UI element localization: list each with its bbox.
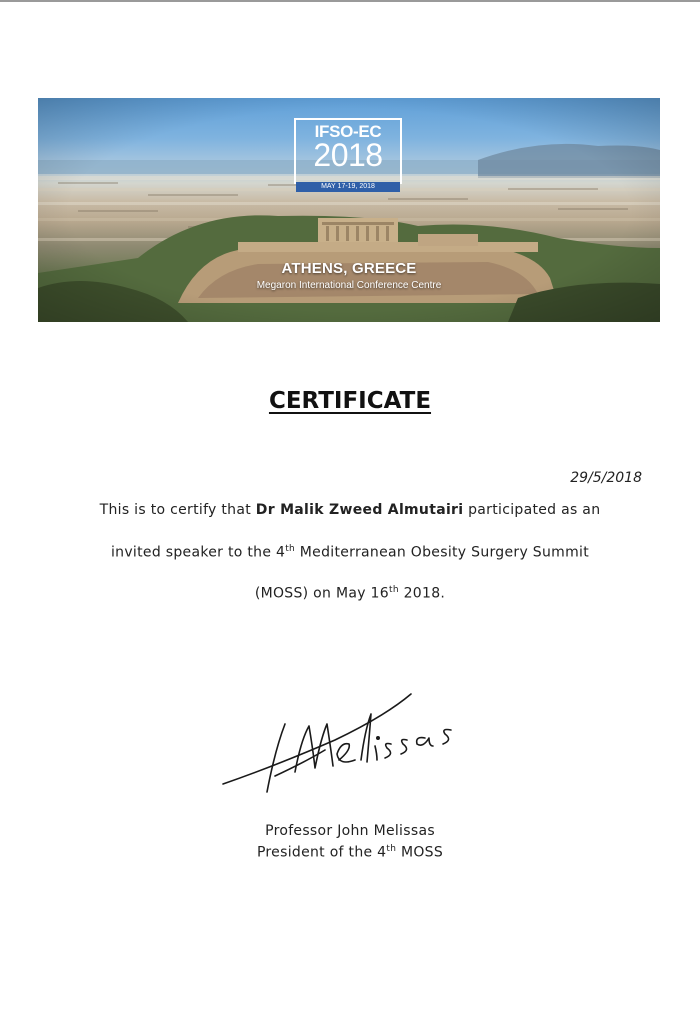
- signer-role: [0, 844, 700, 861]
- top-border-line: [0, 0, 700, 2]
- role-ordinal: th: [386, 844, 397, 854]
- conference-banner: [38, 98, 660, 322]
- handwritten-signature: [215, 680, 475, 800]
- certificate-date: 29/5/2018: [570, 470, 642, 486]
- certify-suffix: participated as an: [463, 502, 601, 518]
- signer-name: Professor John Melissas: [265, 823, 435, 839]
- line2-ordinal: th: [285, 544, 296, 554]
- logo-year-text: 2018: [313, 137, 383, 173]
- line2-prefix: invited speaker to the 4: [110, 544, 286, 561]
- line3-ordinal: th: [388, 585, 399, 595]
- certify-line-2: [0, 544, 700, 561]
- ifso-ec-logo: [294, 118, 402, 184]
- role-suffix: MOSS: [396, 844, 444, 861]
- line3-suffix: 2018.: [398, 585, 446, 602]
- recipient-name: Dr Malik Zweed Almutairi: [255, 502, 464, 518]
- certify-line-1: [0, 502, 700, 518]
- line3-prefix: (MOSS) on May 16: [254, 585, 389, 602]
- line2-suffix: Mediterranean Obesity Surgery Summit: [295, 544, 590, 561]
- certify-line-3: [0, 585, 700, 602]
- certificate-title: CERTIFICATE: [268, 388, 432, 414]
- logo-dates-badge: MAY 17-19, 2018: [296, 182, 400, 192]
- venue-name: Megaron International Conference Centre: [256, 280, 442, 291]
- venue-city: ATHENS, GREECE: [281, 260, 417, 277]
- certify-prefix: This is to certify that: [99, 502, 256, 518]
- logo-org-text: IFSO-EC: [314, 122, 382, 141]
- role-prefix: President of the 4: [256, 844, 387, 861]
